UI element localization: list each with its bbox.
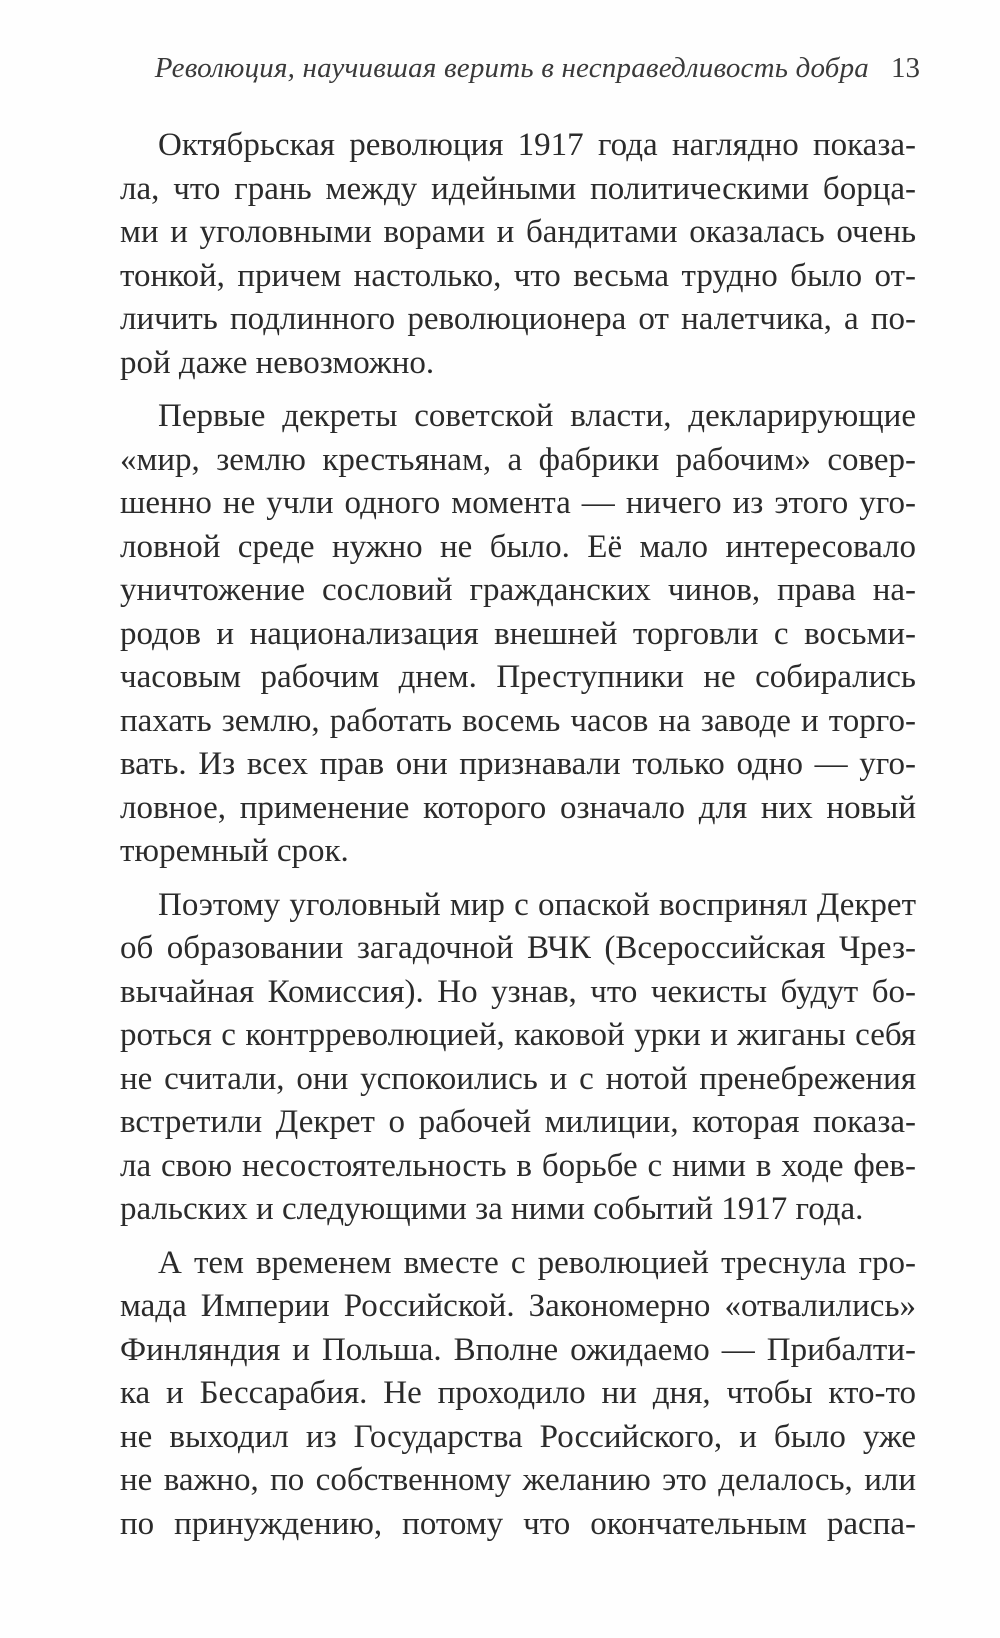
text-line: Поэтому уголовный мир с опаской воспринял Декрет: [158, 886, 916, 923]
text-line: встретили Декрет о рабочей милиции, которая показа-: [120, 1104, 916, 1140]
text-line: по принуждению, потому что окончательным распа-: [120, 1505, 916, 1542]
text-line: ловной среде нужно не было. Её мало интересовало: [120, 528, 916, 565]
running-title: Революция, научившая верить в несправедливость добра: [154, 52, 869, 84]
text-line: ловное, применение которого означало для них новый: [120, 789, 916, 826]
paragraph-1: [120, 124, 916, 385]
text-line: не выходил из Государства Российского, и было уже: [120, 1418, 916, 1455]
text-line: тюремный срок.: [120, 833, 349, 869]
text-line: ла свою несостоятельность в борьбе с ними в ходе фев-: [120, 1147, 916, 1184]
body-text: [120, 124, 916, 1546]
paragraph-3: [120, 884, 916, 1232]
text-line: пахать землю, работать восемь часов на заводе и торго-: [120, 702, 916, 739]
text-line: А тем временем вместе с революцией треснула гро-: [158, 1244, 916, 1281]
text-line: Финляндия и Польша. Вполне ожидаемо — Прибалти-: [120, 1331, 916, 1368]
text-line: родов и национализация внешней торговли с восьми-: [120, 615, 916, 652]
page-number: 13: [891, 52, 920, 84]
text-line: роться с контрреволюцией, каковой урки и жиганы себя: [120, 1017, 916, 1053]
text-line: вычайная Комиссия). Но узнав, что чекисты будут бо-: [120, 973, 916, 1010]
text-line: часовым рабочим днем. Преступники не собирались: [120, 659, 916, 695]
text-line: Октябрьская революция 1917 года наглядно показа-: [158, 127, 916, 163]
text-line: «мир, землю крестьянам, а фабрики рабочим» совер-: [120, 441, 916, 478]
text-line: ка и Бессарабия. Не проходило ни дня, чтобы кто-то: [120, 1375, 916, 1411]
text-line: ми и уголовными ворами и бандитами оказалась очень: [120, 214, 916, 250]
text-line: уничтожение сословий гражданских чинов, права на-: [120, 572, 916, 608]
text-line: тонкой, причем настолько, что весьма трудно было от-: [120, 257, 916, 294]
text-line: мада Империи Российской. Закономерно «отвалились»: [120, 1288, 916, 1324]
text-line: ла, что грань между идейными политическими борца-: [120, 170, 916, 207]
text-line: Первые декреты советской власти, декларирующие: [158, 398, 916, 434]
text-line: рой даже невозможно.: [120, 344, 435, 381]
paragraph-2: [120, 395, 916, 874]
paragraph-4: [120, 1242, 916, 1547]
text-line: ральских и следующими за ними событий 1917 года.: [120, 1191, 864, 1227]
text-line: шенно не учли одного момента — ничего из этого уго-: [120, 485, 916, 521]
running-header: [120, 52, 920, 96]
text-line: личить подлинного революционера от налетчика, а по-: [120, 301, 916, 337]
text-line: об образовании загадочной ВЧК (Всероссийская Чрез-: [120, 930, 916, 966]
text-line: не важно, по собственному желанию это делалось, или: [120, 1462, 916, 1498]
text-line: вать. Из всех прав они признавали только одно — уго-: [120, 746, 916, 782]
text-line: не считали, они успокоились и с нотой пренебрежения: [120, 1060, 916, 1097]
